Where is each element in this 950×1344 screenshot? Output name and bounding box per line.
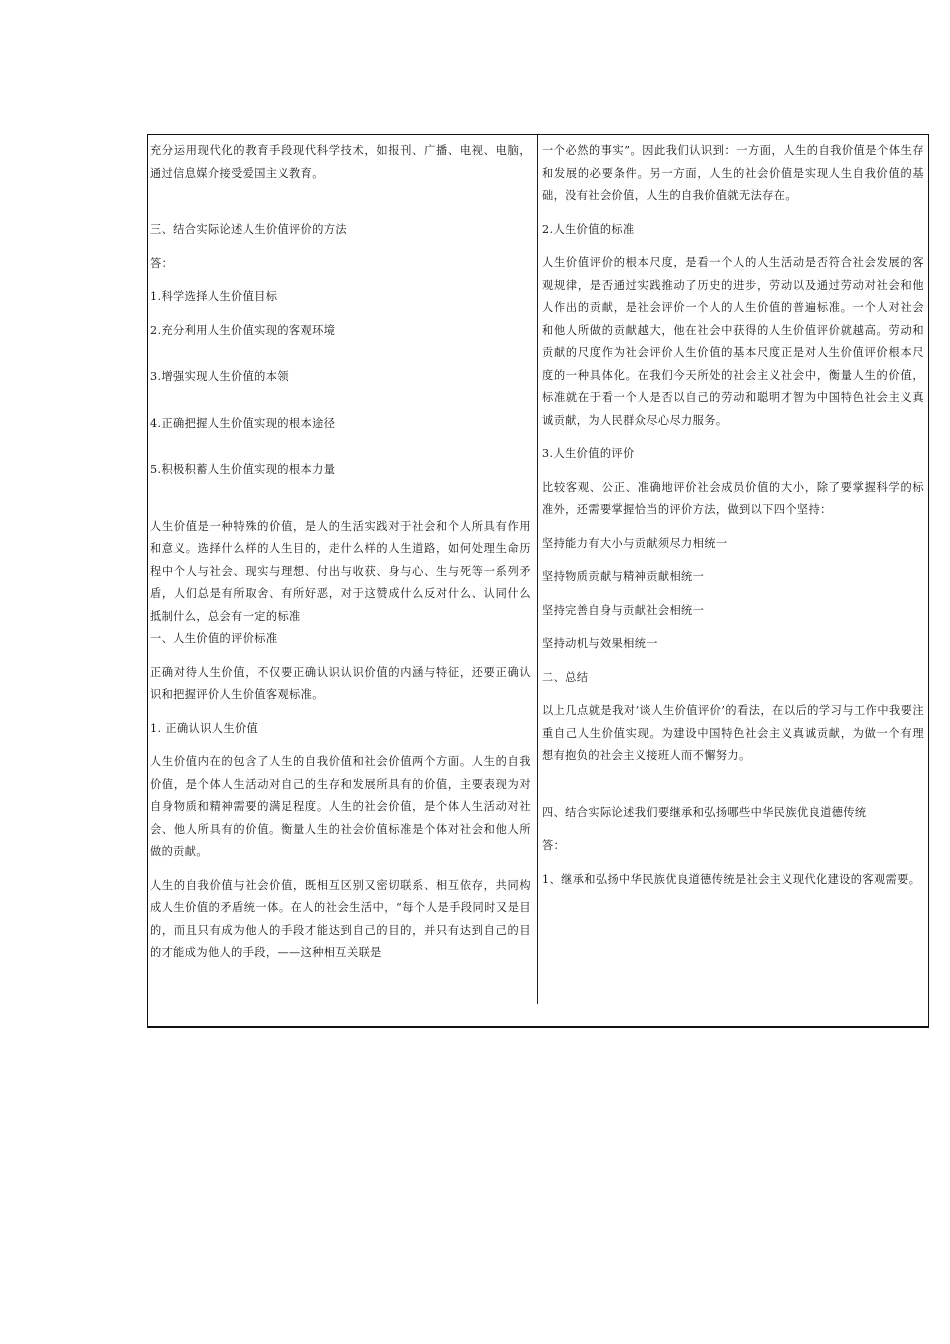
answer-label: 答： (150, 256, 174, 270)
tradition-item-1: 1、继承和弘扬中华民族优良道德传统是社会主义现代化建设的客观需要。 (542, 872, 921, 886)
paragraph-life-value-definition: 人生价值是一种特殊的价值，是人的生活实践对于社会和个人所具有作用和意义。选择什么样的人生目的，走什么样的人生道路，如何处理生命历程中个人与社会、现实与理想、付出与收获、身与心、生与死等一系列矛盾，人们总是有所取舍、有所好恶，对于这赞成什么反对什么、认同什么抵制什么，总会有一定的标准 (150, 519, 531, 623)
paragraph-summary: 以上几点就是我对‘谈人生价值评价’的看法，在以后的学习与工作中我要注重自己人生价值实现。为建设中国特色社会主义真诚贡献，为做一个有理想有抱负的社会主义接班人而不懈努力。 (542, 704, 924, 762)
method-item-5: 5.积极积蓄人生价值实现的根本力量 (150, 463, 336, 476)
paragraph-unity-of-values: 人生的自我价值与社会价值，既相互区别又密切联系、相互依存，共同构成人生价值的矛盾统一体。在人的社会生活中，“每个人是手段同时又是目的，而且只有成为他人的手段才能达到自己的目的，并只有达到自己的目的才能成为他人的手段，——这种相互关联是 (150, 878, 531, 959)
column-divider (537, 134, 538, 1004)
question-3-heading: 三、结合实际论述人生价值评价的方法 (150, 223, 347, 236)
subsection-3-heading: 3.人生价值的评价 (542, 447, 635, 460)
right-column (542, 140, 924, 891)
answer-label-2: 答： (542, 839, 566, 852)
question-4-heading: 四、结合实际论述我们要继承和弘扬哪些中华民族优良道德传统 (542, 805, 867, 819)
paragraph-evaluation-standard: 正确对待人生价值，不仅要正确认识认识价值的内涵与特征，还要正确认识和把握评价人生价值客观标准。 (150, 665, 531, 701)
principle-item-3: 坚持完善自身与贡献社会相统一 (542, 603, 705, 617)
summary-heading: 二、总结 (542, 670, 589, 684)
subsection-2-heading: 2.人生价值的标准 (542, 222, 635, 236)
paragraph-evaluation-method: 比较客观、公正、准确地评价社会成员价值的大小，除了要掌握科学的标准外，还需要掌握恰当的评价方法，做到以下四个坚持： (542, 480, 924, 516)
principle-item-1: 坚持能力有大小与贡献须尽力相统一 (542, 536, 728, 550)
frame-bottom-rule (147, 1026, 929, 1028)
method-item-1: 1.科学选择人生价值目标 (150, 290, 278, 303)
principle-item-2: 坚持物质贡献与精神贡献相统一 (542, 570, 705, 583)
paragraph-value-standard: 人生价值评价的根本尺度，是看一个人的人生活动是否符合社会发展的客观规律，是否通过实践推动了历史的进步，劳动以及通过劳动对社会和他人作出的贡献，是社会评价一个人的人生价值的普遍标准。一个人对社会和他人所做的贡献越大，他在社会中获得的人生价值评价就越高。劳动和贡献的尺度作为社会评价人生价值的基本尺度正是对人生价值评价根本尺度的一种具体化。在我们今天所处的社会主义社会中，衡量人生的价值，标准就在于看一个人是否以自己的劳动和聪明才智为中国特色社会主义真诚贡献，为人民群众尽心尽力服务。 (542, 256, 924, 427)
principle-item-4: 坚持动机与效果相统一 (542, 637, 658, 650)
subsection-1-heading: 1. 正确认识人生价值 (150, 721, 259, 735)
paragraph-patriotic-education: 充分运用现代化的教育手段现代科学技术，如报刊、广播、电视、电脑，通过信息媒介接受爱国主义教育。 (150, 144, 531, 180)
paragraph-necessary-fact: 一个必然的事实”。因此我们认识到：一方面，人生的自我价值是个体生存和发展的必要条件。另一方面，人生的社会价值是实现人生自我价值的基础，没有社会价值，人生的自我价值就无法存在。 (542, 144, 924, 202)
left-column (150, 140, 531, 965)
method-item-2: 2.充分利用人生价值实现的客观环境 (150, 323, 336, 337)
method-item-4: 4.正确把握人生价值实现的根本途径 (150, 416, 336, 430)
method-item-3: 3.增强实现人生价值的本领 (150, 370, 289, 383)
paragraph-self-and-social-value: 人生价值内在的包含了人生的自我价值和社会价值两个方面。人生的自我价值，是个体人生活动对自己的生存和发展所具有的价值，主要表现为对自身物质和精神需要的满足程度。人生的社会价值，是个体人生活动对社会、他人所具有的价值。衡量人生的社会价值标准是个体对社会和他人所做的贡献。 (150, 755, 531, 858)
section-1-heading: 一、人生价值的评价标准 (150, 632, 278, 645)
